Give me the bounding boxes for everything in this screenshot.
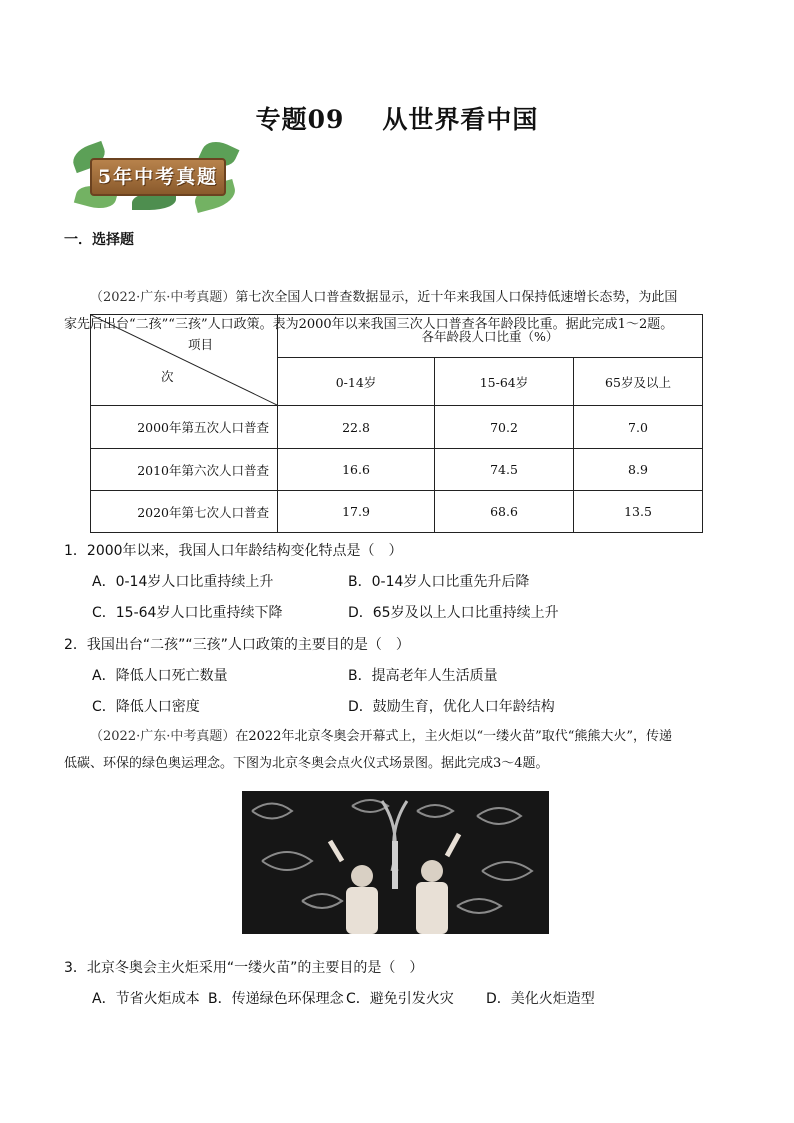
question-1-option-c[interactable]: C．15-64岁人口比重持续下降 bbox=[92, 605, 283, 621]
table-cell: 17.9 bbox=[278, 491, 435, 533]
table-cell: 68.6 bbox=[435, 491, 574, 533]
intro-text: 家先后出台“二孩”“三孩”人口政策。表为2000年以来我国三次人口普查各年龄段比重。据此完成1～2题。 bbox=[64, 317, 674, 332]
question-3-option-d[interactable]: D．美化火炬造型 bbox=[486, 991, 595, 1007]
population-table bbox=[90, 314, 703, 533]
question-3-option-a[interactable]: A．节省火炬成本 bbox=[92, 991, 200, 1007]
question-1-option-a[interactable]: A．0-14岁人口比重持续上升 bbox=[92, 574, 274, 590]
question-3-option-b[interactable]: B．传递绿色环保理念 bbox=[208, 991, 344, 1007]
question-2-option-a[interactable]: A．降低人口死亡数量 bbox=[92, 668, 228, 684]
olympic-torch-lighting-photo bbox=[242, 791, 549, 934]
question-3-option-c[interactable]: C．避免引发火灾 bbox=[346, 991, 454, 1007]
question-3-stem: 3．北京冬奥会主火炬采用“一缕火苗”的主要目的是（ ） bbox=[64, 960, 424, 976]
torch-ceremony-image bbox=[242, 791, 549, 934]
diagonal-line bbox=[91, 315, 277, 405]
table-row bbox=[91, 449, 703, 491]
table-cell: 22.8 bbox=[278, 406, 435, 449]
group-header: 各年龄段人口比重（%） bbox=[278, 315, 703, 358]
table-cell: 74.5 bbox=[435, 449, 574, 491]
table-row bbox=[91, 406, 703, 449]
page-title bbox=[0, 100, 794, 136]
table-cell: 16.6 bbox=[278, 449, 435, 491]
table-cell: 7.0 bbox=[574, 406, 703, 449]
table-row bbox=[91, 491, 703, 533]
intro-text: 第七次全国人口普查数据显示，近十年来我国人口保持低速增长态势，为此国 bbox=[235, 290, 678, 305]
question-source: （2022·广东·中考真题） bbox=[90, 729, 236, 744]
question-2-option-d[interactable]: D．鼓励生育，优化人口年龄结构 bbox=[348, 699, 555, 715]
question-2-stem: 2．我国出台“二孩”“三孩”人口政策的主要目的是（ ） bbox=[64, 637, 410, 653]
table-corner-cell bbox=[91, 315, 278, 406]
title-topic-name: 从世界看中国 bbox=[382, 105, 539, 134]
question-1-option-b[interactable]: B．0-14岁人口比重先升后降 bbox=[348, 574, 530, 590]
intro-text: 低碳、环保的绿色奥运理念。下图为北京冬奥会点火仪式场景图。据此完成3～4题。 bbox=[64, 756, 549, 771]
exam-badge bbox=[72, 142, 240, 212]
column-header: 15-64岁 bbox=[435, 358, 574, 406]
section-heading: 一．选择题 bbox=[64, 232, 134, 248]
row-label: 2000年第五次人口普查 bbox=[91, 406, 278, 449]
question-source: （2022·广东·中考真题） bbox=[90, 290, 236, 305]
table-cell: 13.5 bbox=[574, 491, 703, 533]
question-2-option-b[interactable]: B．提高老年人生活质量 bbox=[348, 668, 498, 684]
table-cell: 8.9 bbox=[574, 449, 703, 491]
intro-text: 在2022年北京冬奥会开幕式上，主火炬以“一缕火苗”取代“熊熊大火”，传递 bbox=[235, 729, 673, 744]
intro-paragraph-2 bbox=[64, 723, 724, 777]
question-1-option-d[interactable]: D．65岁及以上人口比重持续上升 bbox=[348, 605, 559, 621]
badge-label: 5年中考真题 bbox=[90, 158, 226, 196]
title-topic-number: 专题09 bbox=[255, 105, 345, 134]
column-header: 65岁及以上 bbox=[574, 358, 703, 406]
row-label: 2010年第六次人口普查 bbox=[91, 449, 278, 491]
question-2-option-c[interactable]: C．降低人口密度 bbox=[92, 699, 200, 715]
column-header: 0-14岁 bbox=[278, 358, 435, 406]
table-cell: 70.2 bbox=[435, 406, 574, 449]
question-1-stem: 1．2000年以来，我国人口年龄结构变化特点是（ ） bbox=[64, 543, 403, 559]
corner-header-census: 次 bbox=[161, 369, 174, 384]
corner-header-item: 项目 bbox=[188, 337, 214, 352]
row-label: 2020年第七次人口普查 bbox=[91, 491, 278, 533]
